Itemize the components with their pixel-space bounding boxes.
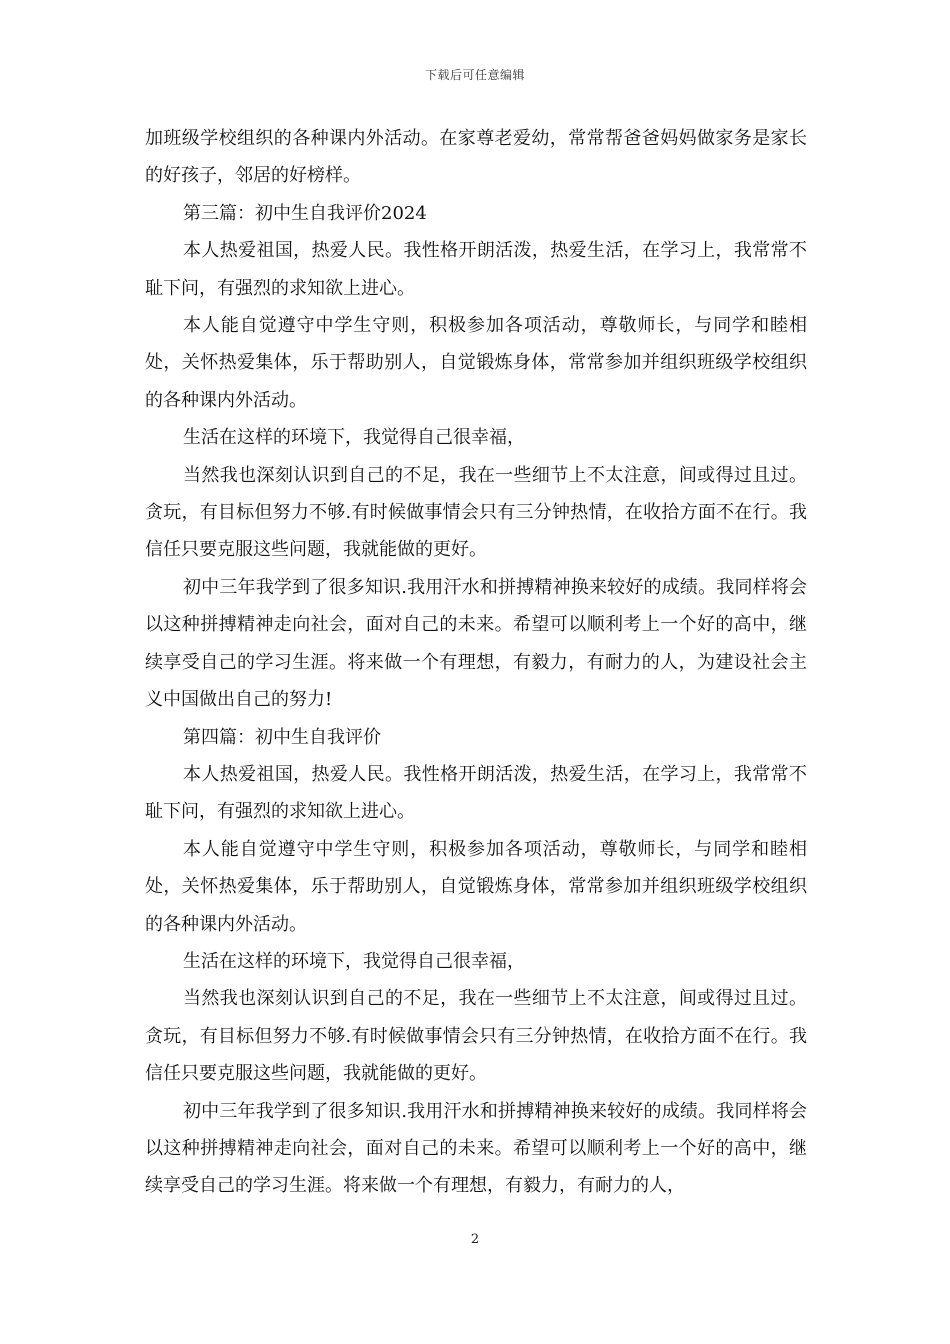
- paragraph: 生活在这样的环境下，我觉得自己很幸福，: [183, 427, 525, 449]
- paragraph: 当然我也深刻认识到自己的不足，我在一些细节上不太注意，间或得过且过。贪玩，有目标但努力不够.有时候做事情会只有三分钟热情，在收拾方面不在行。我信任只要克服这些问题，我就能做的更好。: [145, 464, 807, 561]
- paragraph: 本人能自觉遵守中学生守则，积极参加各项活动，尊敬师长，与同学和睦相处，关怀热爱集体，乐于帮助别人，自觉锻炼身体，常常参加并组织班级学校组织的各种课内外活动。: [145, 315, 807, 411]
- paragraph: 初中三年我学到了很多知识.我用汗水和拼搏精神换来较好的成绩。我同样将会以这种拼搏精神走向社会，面对自己的未来。希望可以顺利考上一个好的高中，继续享受自己的学习生涯。将来做一个有理想，有毅力，有耐力的人，: [145, 1100, 807, 1197]
- paragraph: 本人热爱祖国，热爱人民。我性格开朗活泼，热爱生活，在学习上，我常常不耻下问，有强烈的求知欲上进心。: [145, 763, 807, 823]
- page-header: 下载后可任意编辑: [424, 68, 525, 82]
- section-heading-part-3: 第三篇：初中生自我评价2024: [183, 202, 427, 224]
- paragraph: 本人热爱祖国，热爱人民。我性格开朗活泼，热爱生活，在学习上，我常常不耻下问，有强烈的求知欲上进心。: [145, 240, 807, 299]
- section-heading-part-4: 第四篇：初中生自我评价: [183, 726, 381, 748]
- page-number: 2: [470, 1232, 480, 1247]
- paragraph-continuation: 加班级学校组织的各种课内外活动。在家尊老爱幼，常常帮爸爸妈妈做家务是家长的好孩子，邻居的好榜样。: [145, 128, 807, 187]
- document-body: [145, 120, 807, 1205]
- paragraph: 初中三年我学到了很多知识.我用汗水和拼搏精神换来较好的成绩。我同样将会以这种拼搏精神走向社会，面对自己的未来。希望可以顺利考上一个好的高中，继续享受自己的学习生涯。将来做一个有理想，有毅力，有耐力的人，为建设社会主义中国做出自己的努力!: [145, 576, 807, 711]
- paragraph: 当然我也深刻认识到自己的不足，我在一些细节上不太注意，间或得过且过。贪玩，有目标但努力不够.有时候做事情会只有三分钟热情，在收拾方面不在行。我信任只要克服这些问题，我就能做的更好。: [145, 988, 807, 1085]
- paragraph: 生活在这样的环境下，我觉得自己很幸福，: [183, 950, 525, 972]
- paragraph: 本人能自觉遵守中学生守则，积极参加各项活动，尊敬师长，与同学和睦相处，关怀热爱集体，乐于帮助别人，自觉锻炼身体，常常参加并组织班级学校组织的各种课内外活动。: [145, 838, 807, 935]
